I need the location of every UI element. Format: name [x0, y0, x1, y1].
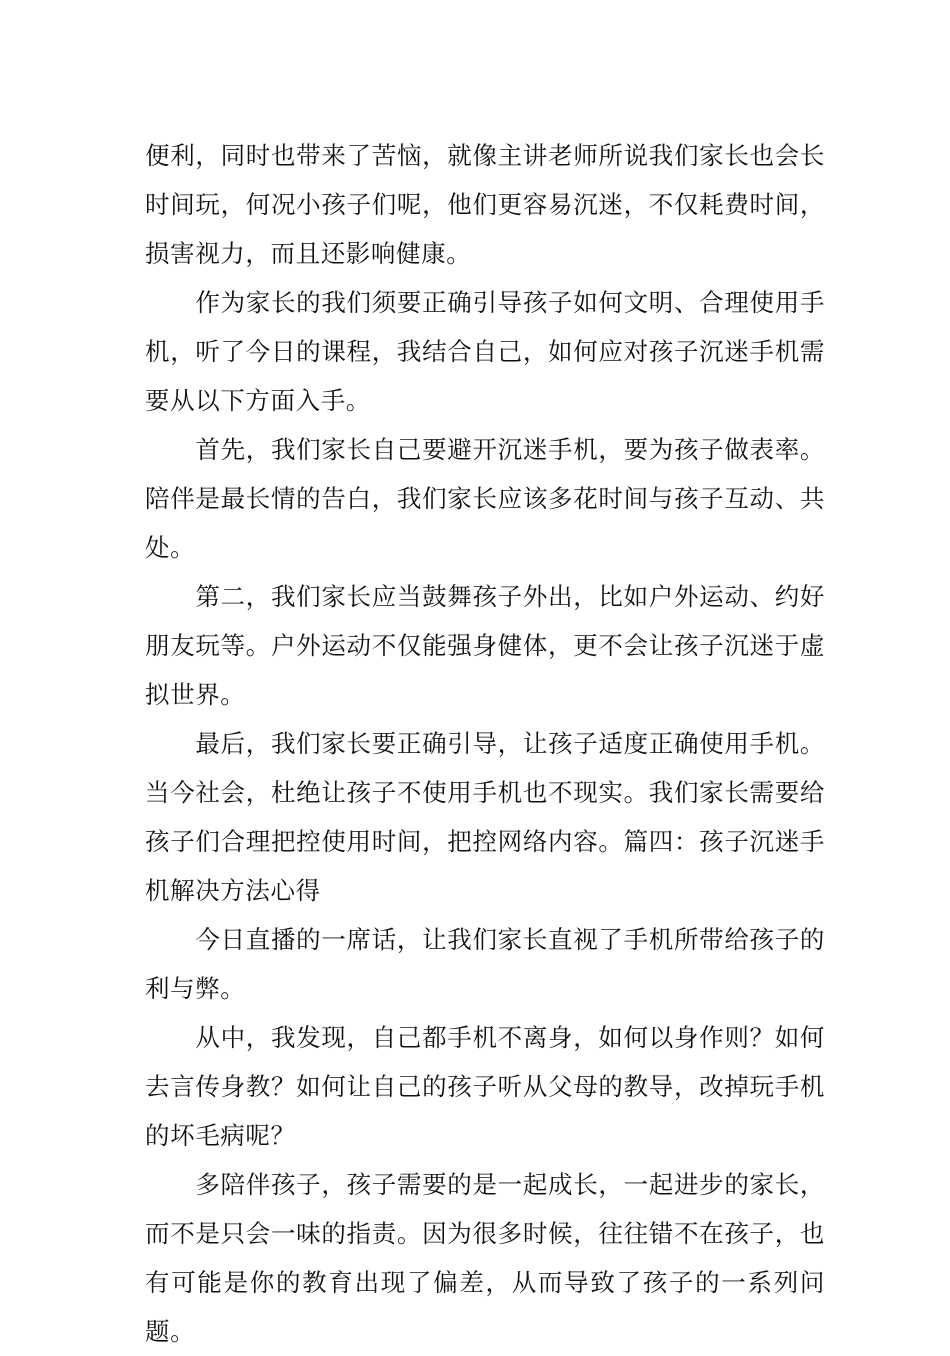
paragraph-2: 作为家长的我们须要正确引导孩子如何文明、合理使用手机，听了今日的课程，我结合自己，如何应对孩子沉迷手机需要从以下方面入手。 — [145, 288, 825, 415]
paragraph-3: 首先，我们家长自己要避开沉迷手机，要为孩子做表率。陪伴是最长情的告白，我们家长应该多花时间与孩子互动、共处。 — [145, 435, 825, 562]
paragraph-7: 从中，我发现，自己都手机不离身，如何以身作则？如何去言传身教？如何让自己的孩子听从父母的教导，改掉玩手机的坏毛病呢？ — [145, 1023, 825, 1150]
paragraph-5: 最后，我们家长要正确引导，让孩子适度正确使用手机。当今社会，杜绝让孩子不使用手机也不现实。我们家长需要给孩子们合理把控使用时间，把控网络内容。篇四：孩子沉迷手机解决方法心得 — [145, 729, 825, 905]
paragraph-4: 第二，我们家长应当鼓舞孩子外出，比如户外运动、约好朋友玩等。户外运动不仅能强身健体，更不会让孩子沉迷于虚拟世界。 — [145, 582, 825, 709]
body-text — [145, 131, 825, 1356]
paragraph-1: 便利，同时也带来了苦恼，就像主讲老师所说我们家长也会长时间玩，何况小孩子们呢，他们更容易沉迷，不仅耗费时间，损害视力，而且还影响健康。 — [145, 141, 825, 268]
paragraph-8: 多陪伴孩子，孩子需要的是一起成长，一起进步的家长，而不是只会一味的指责。因为很多时候，往往错不在孩子，也有可能是你的教育出现了偏差，从而导致了孩子的一系列问题。 — [145, 1170, 825, 1346]
paragraph-6: 今日直播的一席话，让我们家长直视了手机所带给孩子的利与弊。 — [145, 925, 825, 1003]
